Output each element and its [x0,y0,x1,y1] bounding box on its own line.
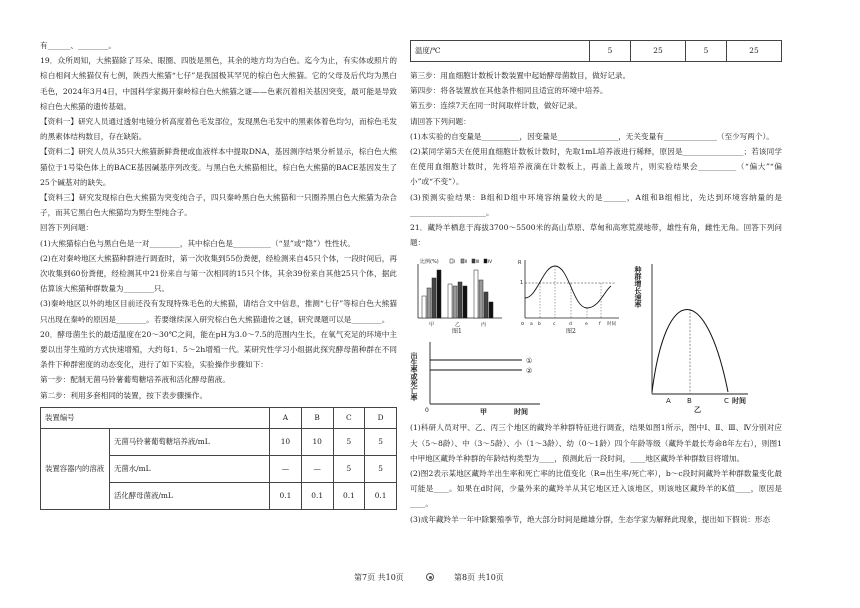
table-header: 装置编号 [41,407,270,428]
step-4: 第四步：将各装置放在其他条件相同且适宜的环境中培养。 [410,86,608,96]
table-row [41,407,397,428]
table-cell: 5 [685,41,726,62]
y-axis-label: 比例(%) [420,259,439,266]
x-tick-label: C [724,397,729,406]
paragraph: 有______、________。 [40,41,116,50]
x-tick-label: c [553,322,556,328]
table-cell: 0.1 [365,482,397,509]
table-cell: 5 [333,428,365,455]
y-tick-label: 1 [520,280,524,287]
x-tick-label: b [538,322,541,328]
x-axis-label: 时间 [514,408,528,417]
table-cell: 10 [270,428,302,455]
binding-hole-icon [426,573,434,581]
table-cell: — [301,455,333,482]
origin-label: o [521,321,525,328]
material-3: 【资料三】研究发现棕白色大熊猫为突变纯合子，四只秦岭黑白色大熊猫和一只圈养黑白色大熊猫为杂合子，而其它黑白色大熊猫均为野生型纯合子。 [40,193,397,218]
step-2: 第二步：利用多套相同的装置，按下表步骤操作。 [40,390,208,400]
figure-2-r-curve [515,256,625,328]
r-curve [525,266,611,308]
legend-label: Ⅳ [488,260,493,266]
bars-group-bing [474,270,493,318]
table-cell: 10 [301,428,333,455]
x-tick-label: e [585,322,588,328]
q19-2: (2)在对秦岭地区大熊猫种群进行调查时，第一次收集到55份粪便，经检测来自45只个体，一段时间后，再次收集到60份粪便，经检测其中21份来自与第一次相同的15只个体，其余39份来自其他25只个体，据此估算该大熊猫种群数量为________只。 [40,253,397,294]
figure-1-bar-chart [410,256,505,328]
x-axis-label: 时间 [732,397,746,406]
x-tick-label: A [666,397,671,406]
line-label: ① [526,357,533,366]
line-label: ② [526,367,533,376]
table-cell: 温度/℃ [411,41,590,62]
table-cell: 装置容器内的溶液 [41,428,110,509]
q21-1: (1)科研人员对甲、乙、丙三个地区的藏羚羊种群特征进行调查，结果如图1所示，图中Ⅰ、Ⅱ、Ⅲ、Ⅳ分别对应大（5～8龄）、中（3～5龄）、小（1～3龄）、幼（0～1龄）四个年龄等级（藏羚羊最长寿命8年左右），则图1中甲地区藏羚羊种群的年龄结构类型为____，预测此后一段时间，____地区藏羚羊种群数目将增加。 [410,423,782,463]
page-number-left: 第7页 共10页 [354,573,404,582]
table-row [411,41,782,62]
group-label: 甲 [429,322,435,329]
table-cell: 0.1 [333,482,365,509]
y-axis-label: 种群增长速率 [634,266,642,309]
question-21: 21．藏羚羊栖息于海拔3700～5500米的高山草原、草甸和高寒荒漠地带，雄性有角，雌性无角。回答下列问题： [410,223,782,248]
table-row [41,428,397,455]
table-cell: 无菌马铃薯葡萄糖培养液/mL [110,428,270,455]
q20-2: (2)某同学第5天在使用血细胞计数板计数时，先取1mL培养液进行稀释，原因是________________；若该同学在使用血细胞计数时，先将培养液滴在计数板上，再盖上盖玻片，则实验结果会__________（“偏大”“偏小”或“不变”）。 [410,147,782,187]
legend [450,259,493,265]
q20-1: (1)本实验的自变量是__________，因变量是________________，无关变量有______________（至少写两个）。 [410,131,774,141]
q19-1: (1)大熊猫棕白色与黑白色是一对________，其中棕白色是__________（“显”或“隐”）性性状。 [40,238,355,248]
table-cell: 0.1 [270,482,302,509]
temperature-table [410,40,782,62]
x-tick-label: a [530,322,533,328]
bars-group-yi [448,282,467,318]
left-column [40,38,397,510]
x-tick-label: d [569,322,572,328]
x-axis-label: 时间 [607,322,616,328]
y-axis-label: R [518,260,522,267]
table-cell: 无菌水/mL [110,455,270,482]
table-cell: 活化酵母菌液/mL [110,482,270,509]
legend-label: Ⅰ [454,260,456,266]
table-cell: 5 [333,455,365,482]
table-cell: 25 [726,41,781,62]
x-group-label: 甲 [480,408,487,417]
question-19: 19．众所周知，大熊猫除了耳朵、眼圈、四肢是黑色，其余的地方均为白色。迄今为止，有实体或照片的棕白相间大熊猫仅有七例，陕西大熊猫“七仔”是我国极其罕见的棕白色大熊猫。它的父母及后代均为黑白毛色，2024年3月4日，中国科学家揭开秦岭棕白色大熊猫之谜——色素沉着相关基因突变，最可能是导致棕白色大熊猫的遗传基础。 [40,56,397,111]
figure-3-rate-chart [410,338,550,416]
group-label: 乙 [455,322,461,329]
origin-label: 0 [425,407,429,415]
q21-3: (3)成年藏羚羊一年中除繁殖季节，绝大部分时间是雌雄分群，生态学家为解释此现象，提出如下假说：形态 [410,514,771,524]
answer-prompt: 回答下列问题： [40,223,94,233]
page-number-right: 第8页 共10页 [454,573,504,582]
step-3: 第三步：用血细胞计数板计数装置中起始酵母菌数目，做好记录。 [410,71,631,80]
x-tick-label: f [599,322,601,328]
material-1: 【资料一】研究人员通过透射电镜分析高度着色毛发部位，发现黑色毛发中的黑素体着色均匀，而棕色毛发的黑素体结构数目，存在缺陷。 [40,117,397,142]
step-5: 第五步：连续7天在同一时间取样计数，做好记录。 [410,101,582,111]
x-group-label: 乙 [694,406,701,415]
table-header: B [301,407,333,428]
material-2: 【资料二】研究人员从35只大熊猫新鲜粪便或血液样本中提取DNA，基因测序结果分析显示，棕白色大熊猫位于1号染色体上的BACE基因碱基序列改变。与黑白色大熊猫相比，棕白色大熊猫的BACE基因发生了25个碱基对的缺失。 [40,147,397,187]
table-cell: 5 [590,41,631,62]
table-header: C [333,407,365,428]
q19-3: (3)秦岭地区以外的地区目前还没有发现特殊毛色的大熊猫，请结合文中信息，推测“七仔”等棕白色大熊猫只出现在秦岭的原因是________。若要继续深入研究棕白色大熊猫遗传之谜，研究课题可以是________。 [40,299,397,324]
table-cell: 5 [365,428,397,455]
figure-1-caption: 图1 [452,328,462,336]
setup-table [40,407,397,510]
q21-2: (2)图2表示某地区藏羚羊出生率和死亡率的比值变化（R=出生率/死亡率），b～c段时间藏羚羊种群数量变化最可能是____。如果在d时间，少量外来的藏羚羊从其它地区迁入该地区，则该地区藏羚羊的K值____，原因是____。 [410,469,782,509]
figure-2-caption: 图2 [566,328,576,336]
table-cell: 25 [630,41,685,62]
table-header: A [270,407,302,428]
q20-3: (3)预测实验结果：B组和D组中环境容纳量较大的是______，A组和B组相比，先达到环境容纳量的是____________________。 [410,192,782,217]
table-cell: 5 [365,455,397,482]
table-cell: — [270,455,302,482]
legend-label: Ⅱ [465,260,468,266]
question-20: 20．酵母菌生长的最适温度在20～30℃之间，能在pH为3.0～7.5的范围内生长，在氧气充足的环境中主要以出芽生殖的方式快速增殖，大约每1．5～2h增殖一代。某研究性学习小组据此探究酵母菌种群在不同条件下种群密度的动态变化，进行了如下实验，实验操作步骤如下： [40,329,397,370]
table-header: D [365,407,397,428]
legend-label: Ⅲ [476,260,480,266]
right-column [410,40,782,527]
y-axis-label: 出生率或死亡率 [410,352,418,402]
figure-4-growth-rate [634,262,756,415]
step-1: 第一步：配制无菌马铃薯葡萄糖培养液和活化酵母菌液。 [40,375,230,385]
answer-prompt: 请回答下列问题： [410,116,471,126]
figure-group [410,256,782,416]
group-label: 丙 [481,322,487,329]
table-cell: 0.1 [301,482,333,509]
x-tick-label: B [687,397,692,406]
bars-group-jia [422,270,441,318]
